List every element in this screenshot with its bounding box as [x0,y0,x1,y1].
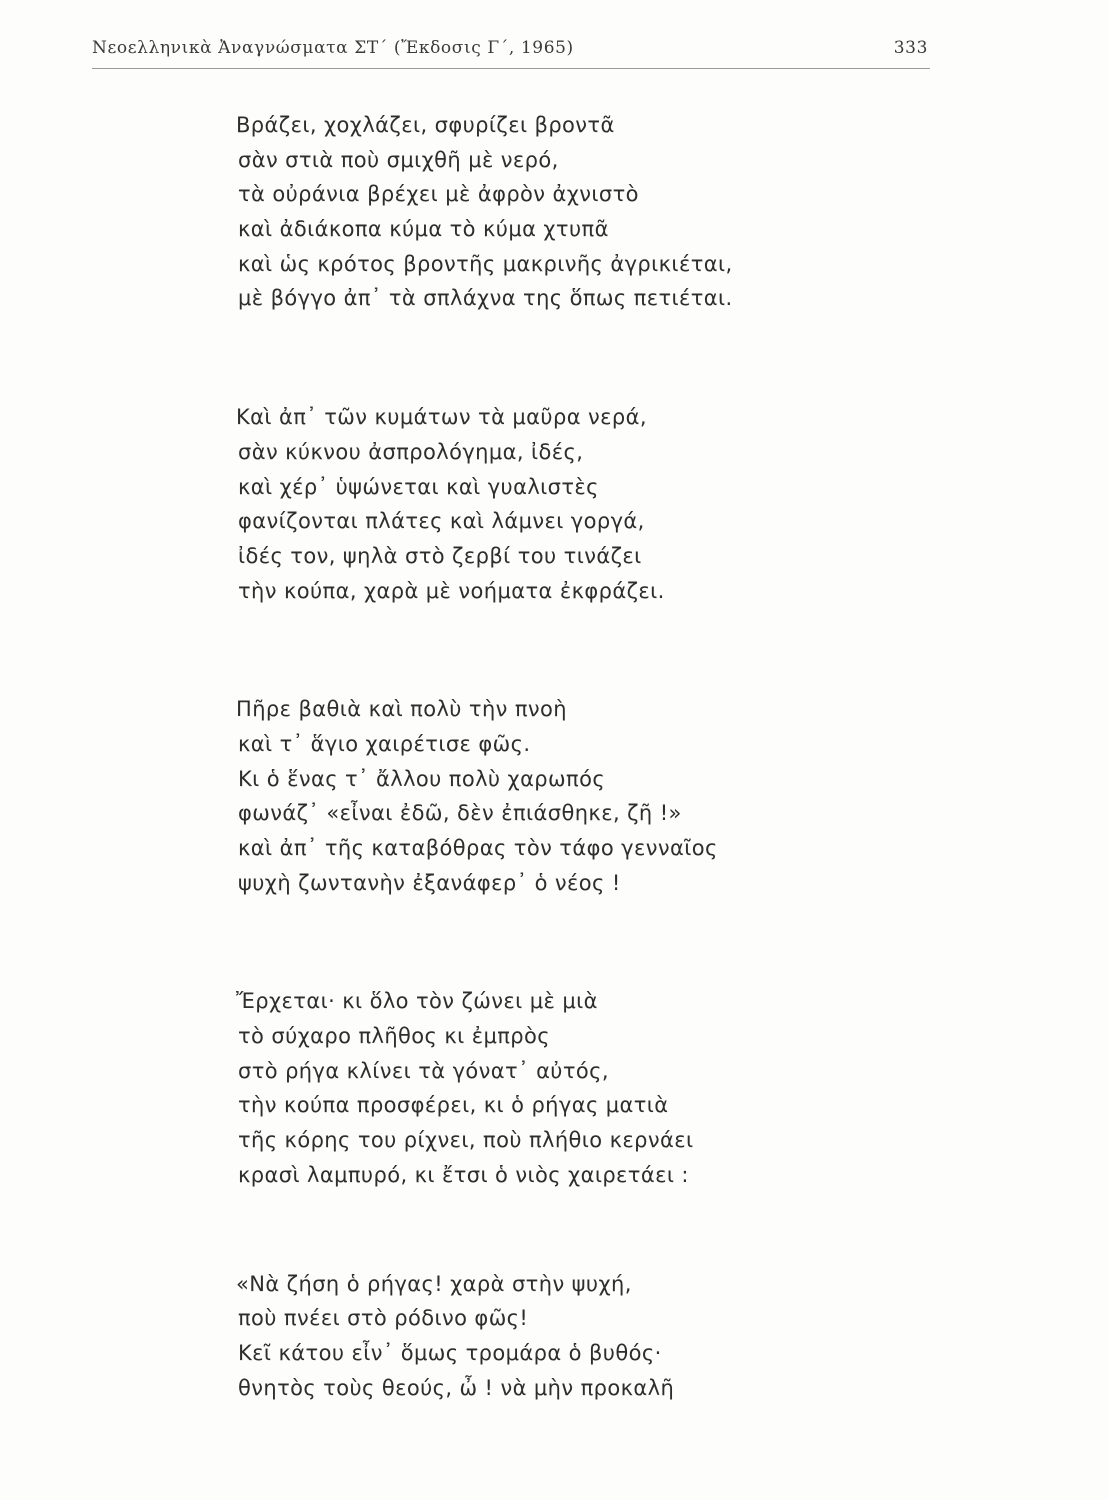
poem-body [238,108,858,1489]
page-number: 333 [893,38,928,58]
poem-line: ἰδές τον, ψηλὰ στὸ ζερβί του τινάζει [238,543,642,568]
poem-line: τὸ σύχαρο πλῆθος κι ἐμπρὸς [238,1024,550,1049]
poem-stanza [238,400,858,608]
poem-line: στὸ ρήγα κλίνει τὰ γόνατ᾽ αὐτός, [238,1058,609,1083]
poem-line: σὰν στιὰ ποὺ σμιχθῆ μὲ νερό, [238,147,559,172]
poem-line: «Νὰ ζήση ὁ ρήγας! χαρὰ στὴν ψυχή, [236,1271,632,1296]
running-head-title: Νεοελληνικὰ Ἀναγνώσματα ΣΤ΄ (Ἔκδοσις Γ΄, 1965) [92,38,574,58]
poem-line: σὰν κύκνου ἀσπρολόγημα, ἰδές, [238,439,584,464]
poem-line: θνητὸς τοὺς θεούς, ὦ ! νὰ μὴν προκαλῆ [238,1375,675,1400]
poem-line: Βράζει, χοχλάζει, σφυρίζει βροντᾶ [236,113,615,137]
poem-line: μὲ βόγγο ἀπ᾽ τὰ σπλάχνα της ὅπως πετιέται. [238,286,733,311]
poem-line: Πῆρε βαθιὰ καὶ πολὺ τὴν πνοὴ [236,697,568,722]
poem-line: Κι ὁ ἕνας τ᾽ ἄλλου πολὺ χαρωπός [238,766,606,791]
poem-line: φωνάζ᾽ «εἶναι ἐδῶ, δὲν ἐπιάσθηκε, ζῆ !» [238,801,682,826]
poem-line: φανίζονται πλάτες καὶ λάμνει γοργά, [238,509,645,534]
poem-stanza [238,108,858,316]
poem-line: τὴν κούπα, χαρὰ μὲ νοήματα ἐκφράζει. [238,578,665,603]
poem-line: καὶ χέρ᾽ ὑψώνεται καὶ γυαλιστὲς [238,474,599,499]
poem-line: καὶ ὡς κρότος βροντῆς μακρινῆς ἀγρικιέται, [238,251,733,276]
poem-line: καὶ ἀπ᾽ τῆς καταβόθρας τὸν τάφο γενναῖος [238,836,718,860]
poem-line: Καὶ ἀπ᾽ τῶν κυμάτων τὰ μαῦρα νερά, [236,405,647,430]
poem-line: τῆς κόρης του ρίχνει, ποὺ πλήθιο κερνάει [238,1128,694,1153]
poem-line: τὴν κούπα προσφέρει, κι ὁ ρήγας ματιὰ [238,1093,669,1118]
poem-line: ποὺ πνέει στὸ ρόδινο φῶς! [238,1306,529,1331]
poem-stanza [238,692,858,900]
poem-line: τὰ οὐράνια βρέχει μὲ ἀφρὸν ἀχνιστὸ [238,182,639,207]
poem-line: καὶ τ᾽ ἅγιο χαιρέτισε φῶς. [238,731,531,756]
poem-line: καὶ ἀδιάκοπα κύμα τὸ κύμα χτυπᾶ [238,217,609,242]
poem-stanza [238,1267,858,1406]
poem-line: Ἔρχεται· κι ὅλο τὸν ζώνει μὲ μιὰ [236,989,598,1014]
poem-line: κρασὶ λαμπυρό, κι ἔτσι ὁ νιὸς χαιρετάει : [238,1162,689,1187]
running-head [92,38,930,64]
poem-stanza [238,984,858,1192]
poem-line: Κεῖ κάτου εἶν᾽ ὅμως τρομάρα ὁ βυθός· [238,1340,662,1365]
poem-line: ψυχὴ ζωντανὴν ἐξανάφερ᾽ ὁ νέος ! [238,870,621,895]
header-rule [92,68,930,69]
